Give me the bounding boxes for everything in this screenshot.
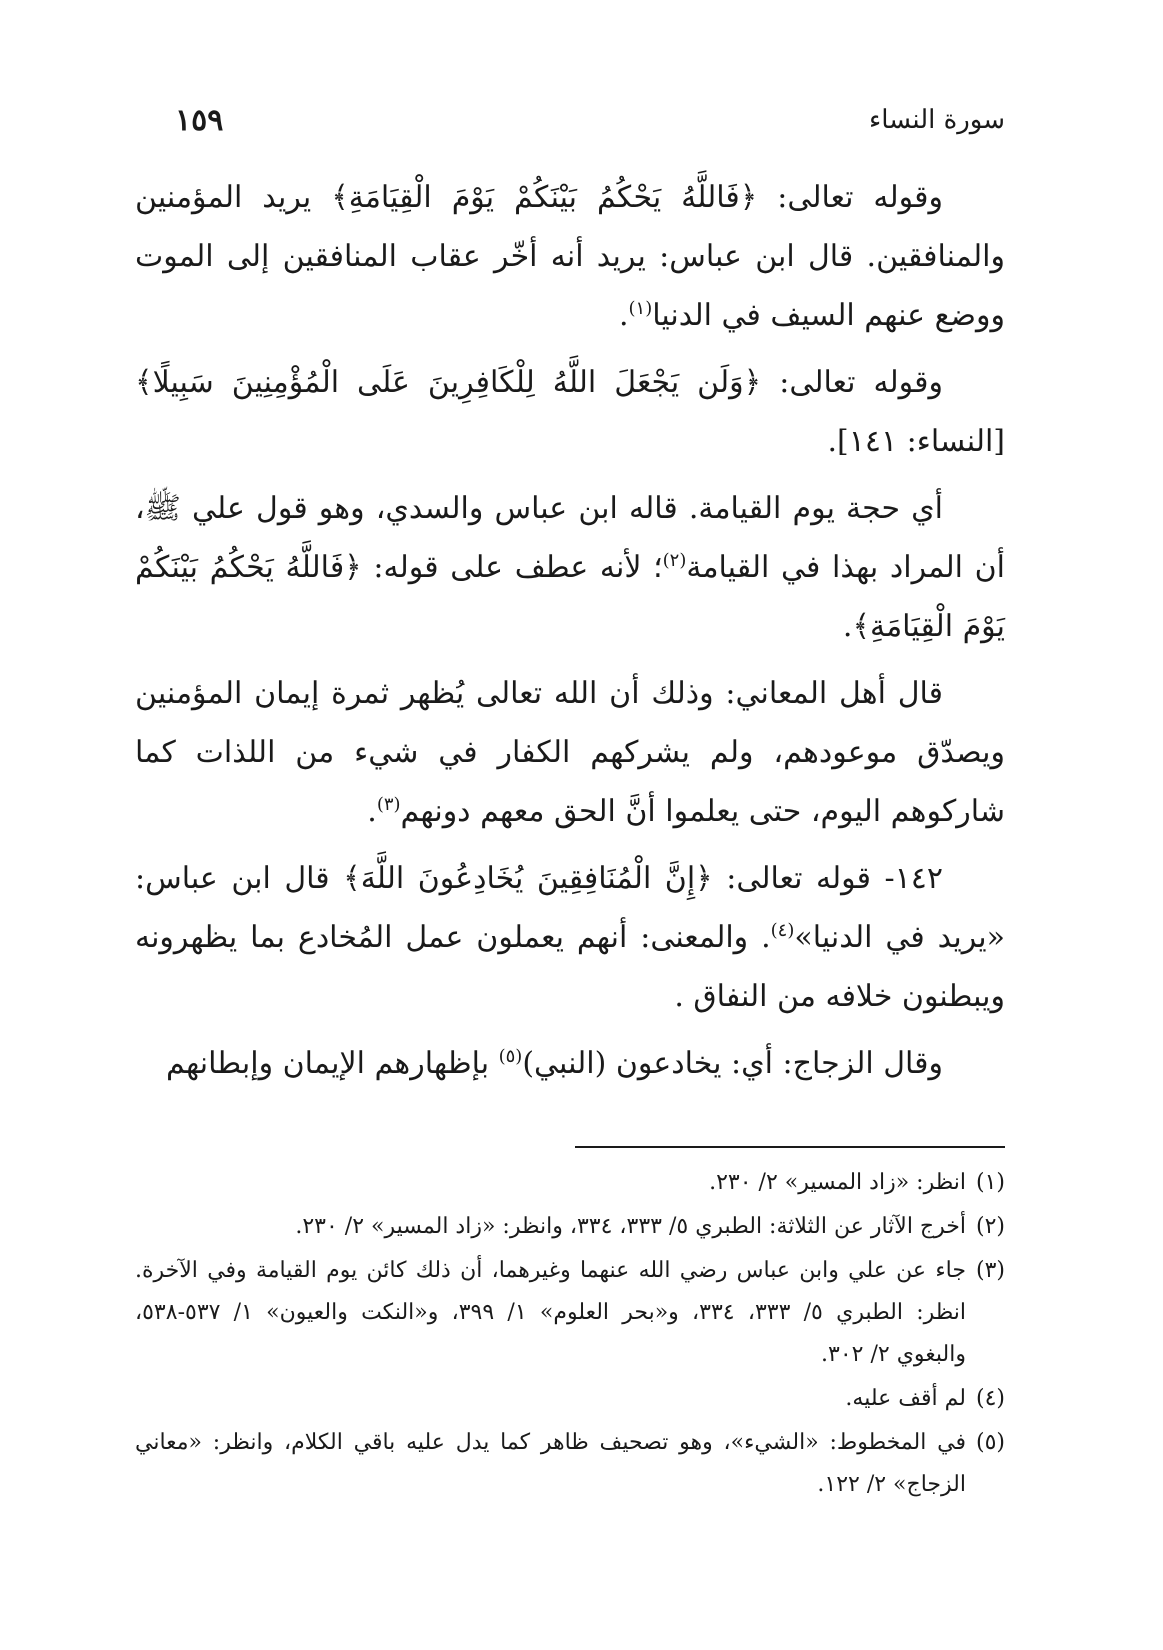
footnote-text: انظر: «زاد المسير» ٢/ ٢٣٠. (709, 1170, 966, 1195)
footnote-ref: (٣) (376, 794, 401, 815)
footnote-number: (٢) (975, 1214, 1005, 1239)
footnote-ref: (٢) (662, 550, 687, 571)
text: . والمعنى: أنهم يعملون عمل المُخادع بما يظهرونه ويبطنون خلافه من النفاق . (135, 920, 1005, 1014)
quran-verse: ﴿وَلَن يَجْعَلَ اللَّهُ لِلْكَافِرِينَ عَلَى الْمُؤْمِنِينَ سَبِيلًا﴾ (135, 365, 762, 400)
verse-number-text: ١٤٢- قوله تعالى: (712, 861, 944, 896)
paragraph (135, 664, 1005, 841)
text: يريد المؤمنين والمنافقين. قال ابن عباس: يريد أنه أخّر عقاب المنافقين إلى الموت ووضع عنهم السيف في الدنيا (135, 180, 1005, 333)
quran-verse: ﴿فَاللَّهُ يَحْكُمُ بَيْنَكُمْ يَوْمَ الْقِيَامَةِ﴾ (331, 180, 758, 215)
footnote-ref: (٥) (498, 1046, 523, 1067)
text: بإظهارهم الإيمان وإبطانهم (166, 1046, 499, 1081)
footnote-number: (٤) (975, 1386, 1005, 1411)
quran-verse: ﴿فَاللَّهُ يَحْكُمُ بَيْنَكُمْ يَوْمَ الْقِيَامَةِ﴾ (135, 550, 1005, 644)
verse-reference: [النساء: ١٤١]. (827, 424, 1005, 459)
footnote-text: جاء عن علي وابن عباس رضي الله عنهما وغيرهما، أن ذلك كائن يوم القيامة وفي الآخرة. انظر: الطبري ٥/ ٣٣٣، ٣٣٤، و«بحر العلوم» ١/ ٣٩٩، و«النكت والعيون» ١/ ٥٣٧-٥٣٨، والبغوي ٢/ ٣٠٢. (135, 1258, 967, 1367)
footnote-ref: (٤) (770, 920, 795, 941)
text: وقوله تعالى: (757, 180, 943, 215)
main-text (135, 168, 1005, 1101)
page-header (175, 100, 1005, 140)
paragraph (135, 479, 1005, 656)
text: . (367, 794, 377, 829)
surah-name: سورة النساء (869, 105, 1005, 135)
text: وقوله تعالى: (761, 365, 943, 400)
text: قال ابن عباس: «يريد في الدنيا» (135, 861, 1005, 955)
footnote-text: لم أقف عليه. (845, 1386, 966, 1411)
page-number: ١٥٩ (175, 102, 224, 138)
text: . (842, 609, 853, 644)
paragraph (135, 168, 1005, 345)
footnote (135, 1250, 1005, 1376)
footnote-text: في المخطوط: «الشيء»، وهو تصحيف ظاهر كما يدل عليه باقي الكلام، وانظر: «معاني الزجاج» ٢/ ١٢٢. (135, 1430, 966, 1497)
footnote (135, 1378, 1005, 1420)
text: أي حجة يوم القيامة. قاله ابن عباس والسدي، وهو قول علي ﷺ، أن المراد بهذا في القيامة (135, 491, 1005, 585)
paragraph (135, 849, 1005, 1026)
footnote (135, 1422, 1005, 1506)
footnote-separator (575, 1146, 1005, 1148)
text: ؛ لأنه عطف على قوله: (361, 550, 663, 585)
paragraph (135, 353, 1005, 471)
text: وقال الزجاج: أي: يخادعون (النبي) (522, 1046, 943, 1081)
footnote (135, 1162, 1005, 1204)
text: . (618, 298, 629, 333)
footnote-number: (٣) (975, 1258, 1005, 1283)
footnote-number: (١) (975, 1170, 1005, 1195)
footnote-text: أخرج الآثار عن الثلاثة: الطبري ٥/ ٣٣٣، ٣٣٤، وانظر: «زاد المسير» ٢/ ٢٣٠. (295, 1214, 966, 1239)
paragraph (135, 1034, 1005, 1093)
footnote-number: (٥) (975, 1430, 1005, 1455)
footnote-ref: (١) (628, 298, 653, 319)
quran-verse: ﴿إِنَّ الْمُنَافِقِينَ يُخَادِعُونَ اللَّهَ﴾ (343, 861, 713, 896)
footnote (135, 1206, 1005, 1248)
footnotes (135, 1162, 1005, 1508)
text: قال أهل المعاني: وذلك أن الله تعالى يُظهر ثمرة إيمان المؤمنين ويصدّق موعودهم، ولم يشركهم الكفار في شيء من اللذات كما شاركوهم اليوم، حتى يعلموا أنَّ الحق معهم دونهم (135, 676, 1005, 829)
